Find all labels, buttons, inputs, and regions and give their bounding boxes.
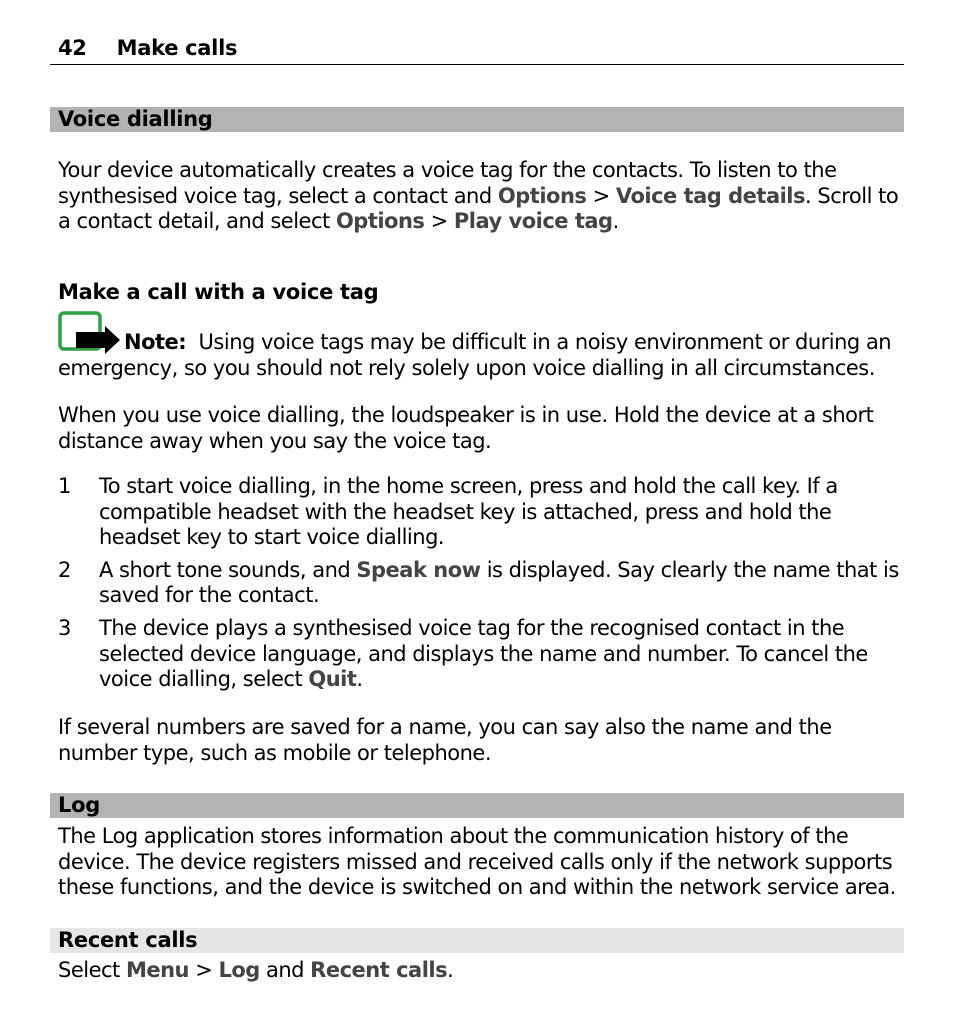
quit-label: Quit [308,667,357,692]
log-label: Log [218,958,260,982]
list-item [58,474,904,551]
speak-now-label: Speak now [356,557,481,582]
step-text: A short tone sounds, and [99,557,357,582]
intro-sep-2: > [424,209,454,234]
loudspeaker-text: When you use voice dialling, the loudspeaker is in use. Hold the device at a short distance away when you say the voice tag. [58,403,874,453]
page-number: 42 [58,36,87,60]
step-number: 2 [58,557,71,582]
voice-dialling-intro [58,158,904,235]
header-rule [50,64,904,65]
instruction-text: . [447,958,454,982]
section-heading-recent-calls [50,928,904,953]
log-text: The Log application stores information about the communication history of the device. The device registers missed and received calls only if the network supports these functions, and the device is switched on and within the network service area. [58,824,896,900]
step-text: To start voice dialling, in the home screen, press and hold the call key. If a compatible headset with the headset key is attached, press and hold the headset key to start voice dialling. [99,474,838,550]
step-text: is displayed. Say clearly the name that is saved for the contact. [99,557,899,608]
voice-tag-details-label: Voice tag details [615,183,806,208]
list-item [58,616,904,693]
instruction-text: and [259,958,311,982]
note-label: Note: [124,330,187,354]
intro-text-1: Your device automatically creates a voice tag for the contacts. To listen to the synthesised voice tag, select a contact and [58,158,837,208]
number-type-text: If several numbers are saved for a name, you can say also the name and the number type, such as mobile or telephone. [58,715,832,765]
section-heading-text: Log [58,793,100,817]
note-text: Using voice tags may be difficult in a noisy environment or during an emergency, so you should not rely solely upon voice dialling in all circumstances. [58,330,892,380]
section-heading-log [50,793,904,818]
section-heading-text: Recent calls [58,928,198,952]
intro-sep-1: > [586,183,616,208]
note-paragraph [58,330,904,381]
menu-label: Menu [125,958,190,982]
loudspeaker-paragraph [58,403,904,454]
steps-list [58,474,904,693]
page-header [58,36,237,60]
number-type-paragraph [58,715,904,766]
intro-text-2: . Scroll to a contact detail, and select [58,183,899,234]
section-heading-text: Voice dialling [58,107,213,131]
log-paragraph [58,824,904,901]
step-text: The device plays a synthesised voice tag for the recognised contact in the selected device language, and displays the name and number. To cancel the voice dialling, select [99,615,868,692]
step-number: 3 [58,615,71,640]
instruction-sep: > [189,958,219,982]
instruction-text: Select [58,958,126,982]
play-voice-tag-label: Play voice tag [453,209,613,234]
chapter-title: Make calls [116,36,238,60]
list-item [58,558,904,609]
step-number: 1 [58,474,71,498]
section-heading-voice-dialling [50,107,904,132]
intro-text-3: . [612,209,619,234]
options-label: Options [497,183,587,208]
recent-calls-instruction [58,958,904,984]
subheading-make-call-voice-tag: Make a call with a voice tag [58,280,379,304]
options-label-2: Options [335,209,425,234]
step-text: . [356,667,363,692]
recent-calls-label: Recent calls [310,958,448,982]
